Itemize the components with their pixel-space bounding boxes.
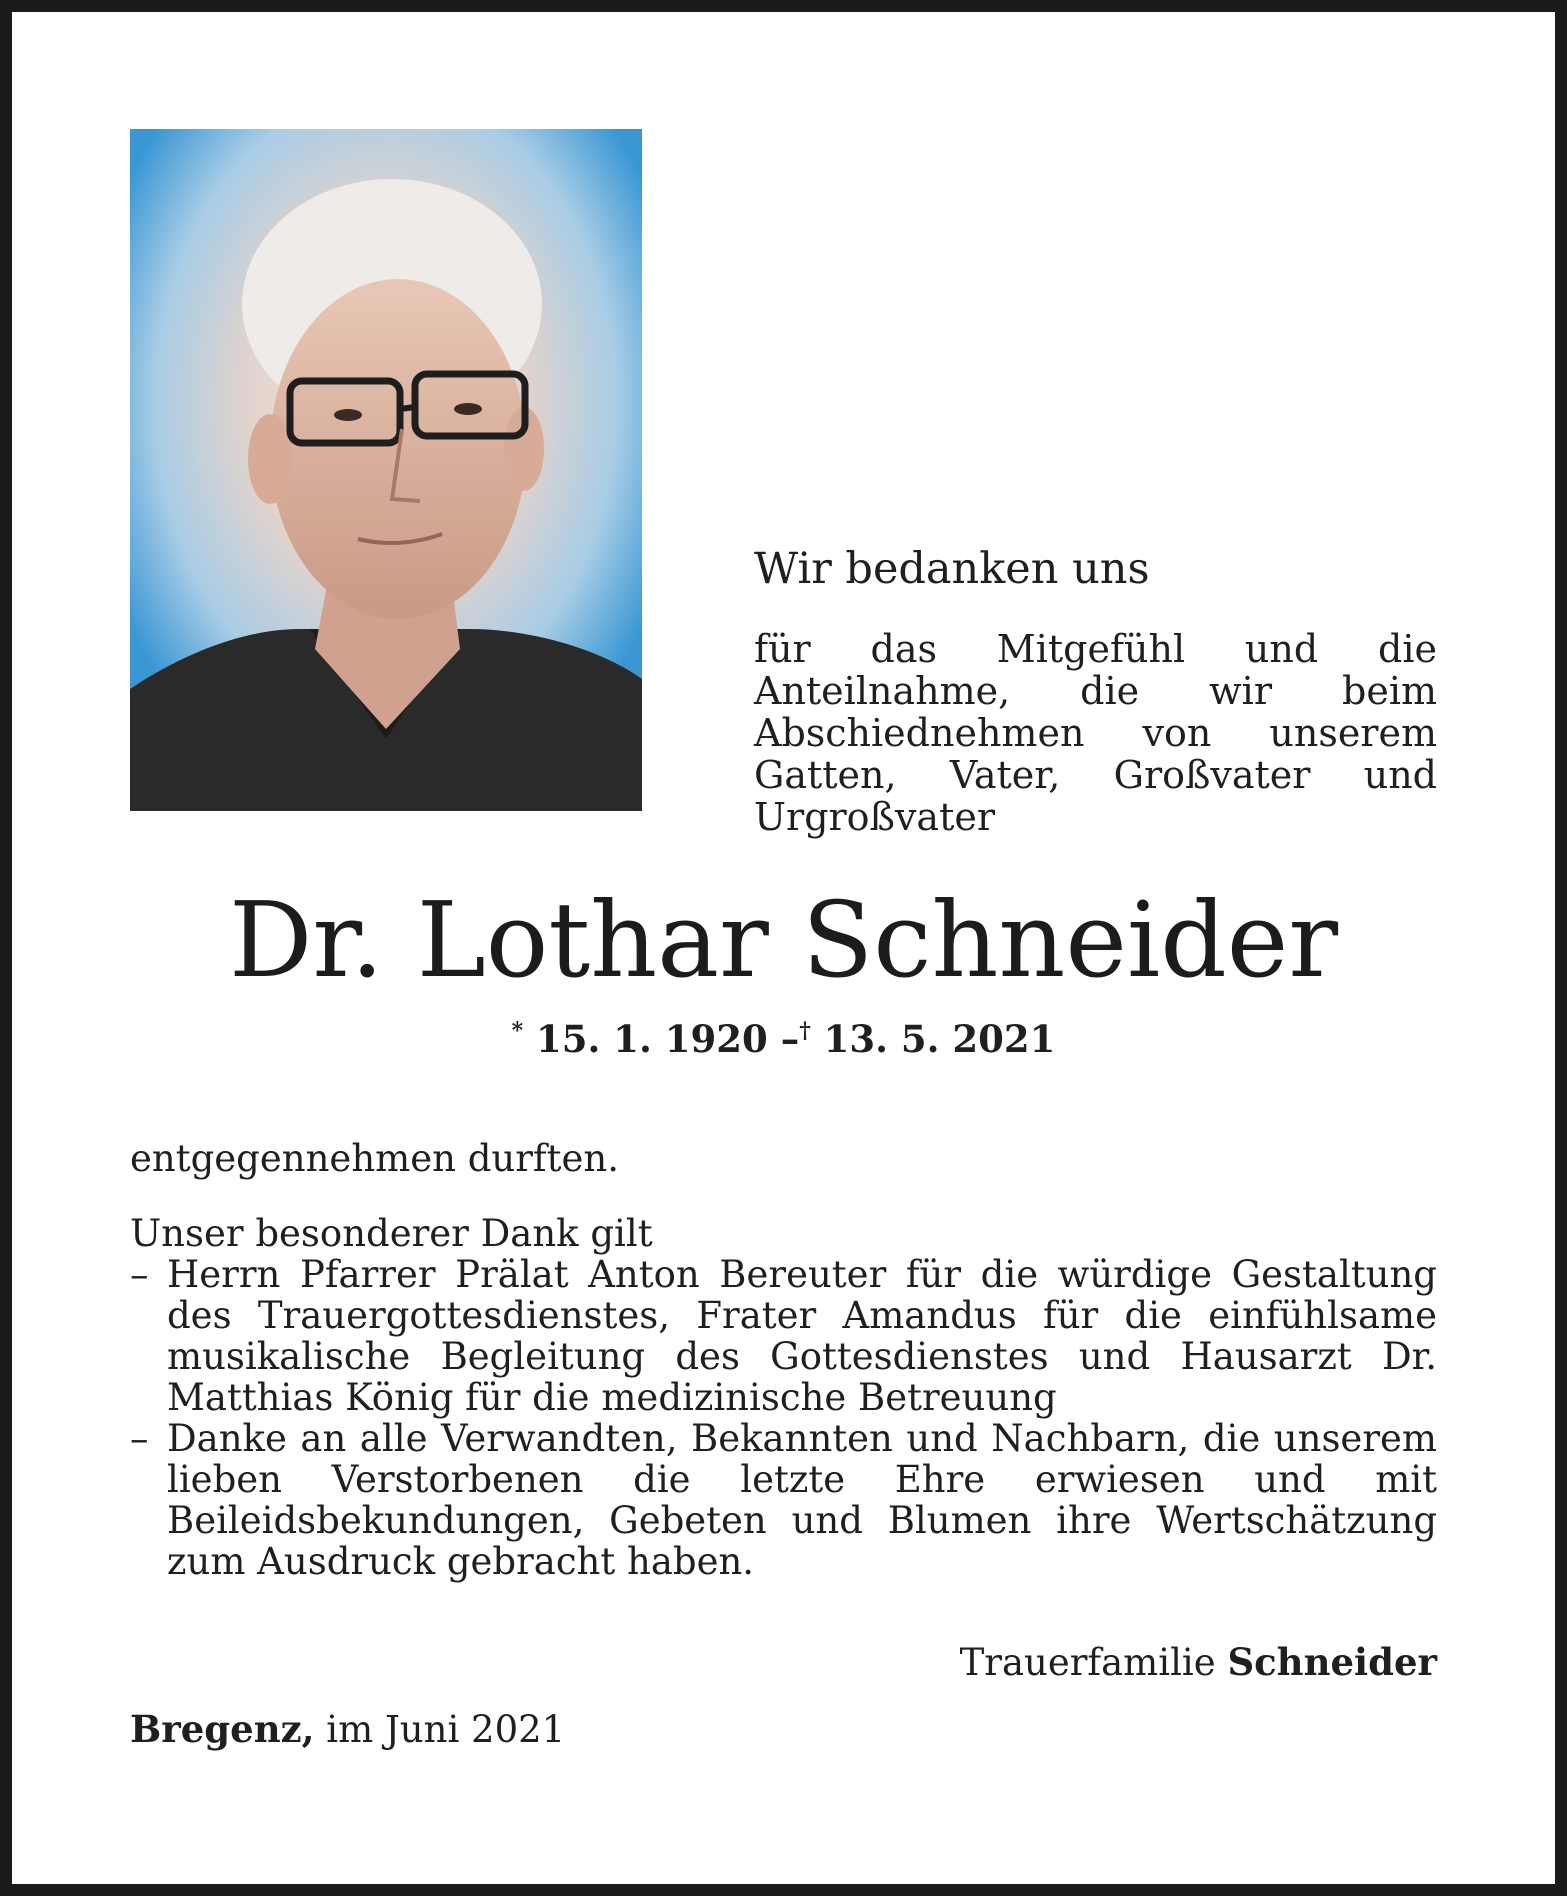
deceased-name: Dr. Lothar Schneider: [228, 879, 1339, 1001]
life-dates: [0, 1017, 1567, 1061]
list-item: [130, 1254, 1437, 1418]
place-and-date: [130, 1707, 565, 1751]
birth-date: 15. 1. 1920: [536, 1017, 768, 1061]
list-item-text: Herrn Pfarrer Prälat Anton Bereuter für die würdige Gestaltung des Trauergottesdienstes, Frater Amandus für die einfühlsame musikalische Begleitung des Gottesdienstes und Hausarzt Dr. Matthias König für die medizinische Betreuung: [167, 1253, 1437, 1419]
continuation-text: entgegennehmen durften.: [130, 1137, 619, 1180]
signature-family-name: Schneider: [1227, 1640, 1437, 1684]
thanks-intro: Unser besonderer Dank gilt: [130, 1212, 653, 1255]
intro-paragraph: für das Mitgefühl und die Anteilnahme, die wir beim Abschiednehmen von unserem Gatten, Vater, Großvater und Urgroßvater: [754, 627, 1437, 839]
intro-block: [754, 544, 1437, 839]
list-item: [130, 1418, 1437, 1582]
list-item-text: Danke an alle Verwandten, Bekannten und Nachbarn, die unserem lieben Verstorbenen die letzte Ehre erwiesen und mit Beileidsbekundungen, Gebeten und Blumen ihre Wertschätzung zum Ausdruck gebracht haben.: [167, 1417, 1437, 1583]
date-text: im Juni 2021: [326, 1708, 566, 1751]
birth-symbol: *: [511, 1018, 524, 1044]
portrait-illustration: [130, 129, 642, 811]
portrait-photo: [130, 129, 642, 811]
thanks-list: [130, 1254, 1437, 1582]
death-date: 13. 5. 2021: [823, 1017, 1056, 1061]
list-dash: –: [130, 1417, 149, 1460]
body-text: [130, 1138, 1437, 1582]
thanks-heading: Wir bedanken uns: [754, 544, 1150, 594]
place-name: Bregenz,: [130, 1707, 315, 1751]
death-symbol: †: [799, 1018, 811, 1044]
signature-prefix: Trauerfamilie: [959, 1641, 1216, 1684]
list-dash: –: [130, 1253, 149, 1296]
family-signature: [960, 1640, 1437, 1684]
date-separator: –: [780, 1017, 800, 1061]
